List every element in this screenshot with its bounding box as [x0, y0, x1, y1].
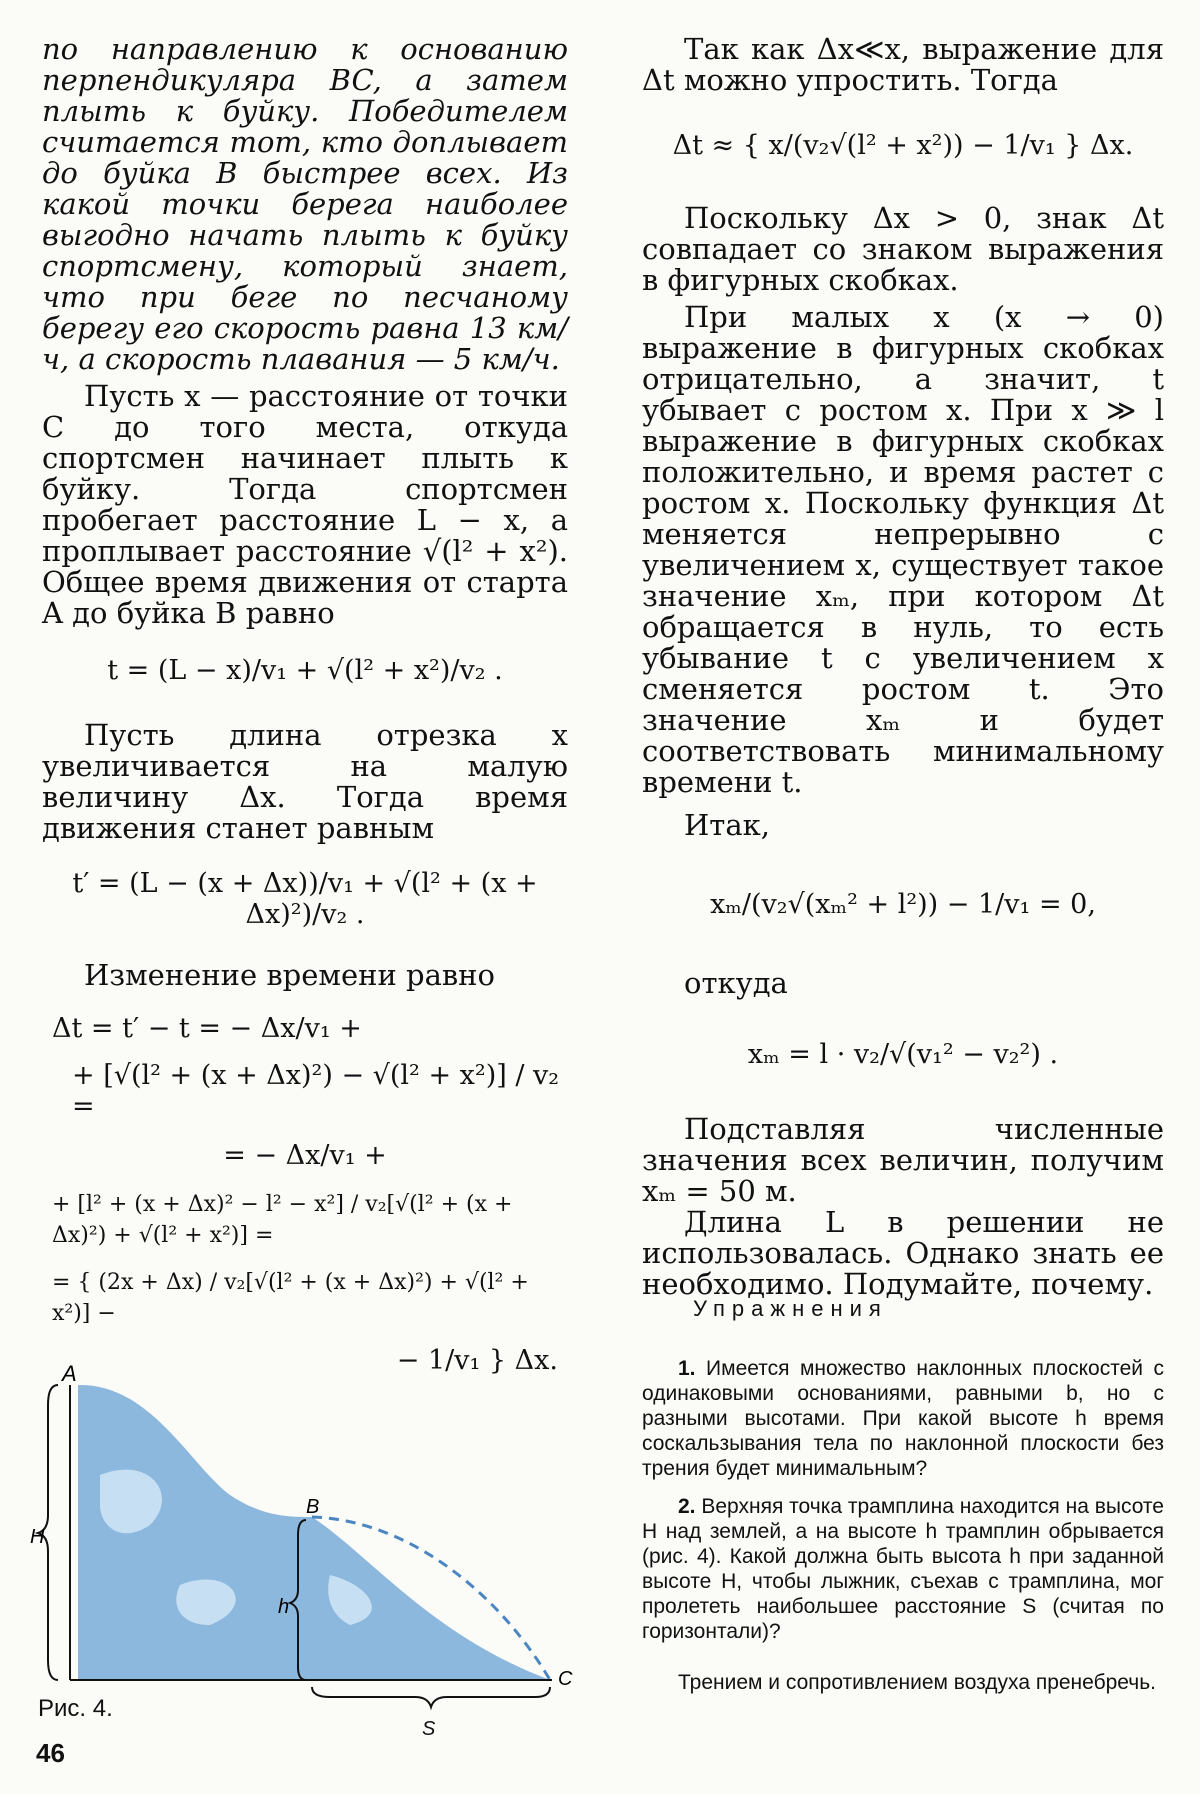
equation: Δt = t′ − t = − Δx/v₁ + — [52, 1013, 362, 1044]
paragraph: При малых x (x → 0) выражение в фигурных скобках отрицательно, а значит, t убывает с ростом x. При x ≫ l выражение в фигурных скобках положительно, и время растет с ростом x. Поскольку функция Δt меняется непрерывно с увеличением x, существует такое значение xₘ, при котором Δt обращается в нуль, то есть убывание t с увеличением x сменяется ростом t. Это значение xₘ и будет соответствовать минимальному времени t. — [642, 300, 1164, 799]
paragraph: Пусть x — расстояние от точки C до того места, откуда спортсмен начинает плыть к буйку. Тогда спортсмен пробегает расстояние L − x, а проплывает расстояние √(l² + x²). Общее время движения от старта A до буйка B равно — [42, 379, 568, 630]
exercise-3: Трением и сопротивлением воздуха пренебречь. — [678, 1671, 1157, 1694]
equation: xₘ/(v₂√(xₘ² + l²)) − 1/v₁ = 0, — [710, 889, 1096, 920]
left-column — [42, 34, 568, 1390]
paragraph: Изменение времени равно — [84, 958, 495, 992]
equation: = { (2x + Δx) / v₂[√(l² + (x + Δx)²) + √(l² + x²)] − — [52, 1270, 529, 1326]
paragraph: Так как Δx≪x, выражение для Δt можно упростить. Тогда — [642, 32, 1164, 97]
label-A: A — [62, 1361, 77, 1386]
label-H: H — [30, 1526, 45, 1548]
paragraph: откуда — [684, 966, 788, 1000]
paragraph: Пусть длина отрезка x увеличивается на малую величину Δx. Тогда время движения станет равным — [42, 718, 568, 845]
figure-caption: Рис. 4. — [38, 1695, 113, 1722]
equation: = − Δx/v₁ + — [223, 1140, 387, 1171]
equation: Δt ≈ { x/(v₂√(l² + x²)) − 1/v₁ } Δx. — [672, 130, 1134, 161]
exercise-2 — [642, 1494, 1164, 1644]
brace-S — [312, 1687, 550, 1707]
equation: + [l² + (x + Δx)² − l² − x²] / v₂[√(l² + (x + Δx)²) + √(l² + x²)] = — [52, 1192, 513, 1248]
page-number: 46 — [36, 1738, 65, 1768]
label-h: h — [278, 1596, 290, 1618]
equation: xₘ = l · v₂/√(v₁² − v₂²) . — [747, 1039, 1059, 1070]
exercise-text: Верхняя точка трамплина находится на высоте H над землей, а на высоте h трамплин обрывается (рис. 4). Какой должна быть высота h при заданной высоте H, чтобы лыжник, съехав с трамплина, мог пролететь наибольшее расстояние S (считая по горизонтали)? — [642, 1495, 1164, 1643]
equation: − 1/v₁ } Δx. — [396, 1345, 558, 1376]
equation: + [√(l² + (x + Δx)²) − √(l² + x²)] / v₂ = — [72, 1060, 560, 1122]
problem-intro: по направлению к основанию перпендикуляра BC, а затем плыть к буйку. Победителем считается тот, кто доплывает до буйка B быстрее всех. Из какой точки берега наиболее выгодно начать плыть к буйку спортсмену, который знает, что при беге по песчаному берегу его скорость равна 13 км/ч, а скорость плавания — 5 км/ч. — [42, 32, 568, 376]
paragraph: Итак, — [684, 808, 770, 842]
paragraph: Поскольку Δx > 0, знак Δt совпадает со знаком выражения в фигурных скобках. — [642, 201, 1164, 297]
exercise-1 — [642, 1356, 1164, 1481]
equation: t′ = (L − (x + Δx))/v₁ + √(l² + (x + Δx)²)/v₂ . — [72, 868, 538, 930]
paragraph: Длина L в решении не использовалась. Однако знать ее необходимо. Подумайте, почему. — [642, 1205, 1164, 1301]
exercises-title: Упражнения — [693, 1296, 888, 1321]
figure-4-ski-jump — [30, 1355, 590, 1690]
label-C: C — [558, 1668, 573, 1690]
label-S: S — [422, 1718, 436, 1740]
exercise-number: 2. — [678, 1495, 696, 1518]
slope-fill — [78, 1385, 550, 1680]
right-column — [642, 34, 1164, 1300]
label-B: B — [306, 1496, 320, 1518]
paragraph: Подставляя численные значения всех величин, получим xₘ = 50 м. — [642, 1112, 1164, 1208]
exercise-number: 1. — [678, 1357, 696, 1380]
equation: t = (L − x)/v₁ + √(l² + x²)/v₂ . — [107, 655, 503, 686]
exercise-text: Имеется множество наклонных плоскостей с одинаковыми основаниями, равными b, но с разными высотами. При какой высоте h время соскальзывания тела по наклонной плоскости без трения будет минимальным? — [642, 1357, 1164, 1480]
